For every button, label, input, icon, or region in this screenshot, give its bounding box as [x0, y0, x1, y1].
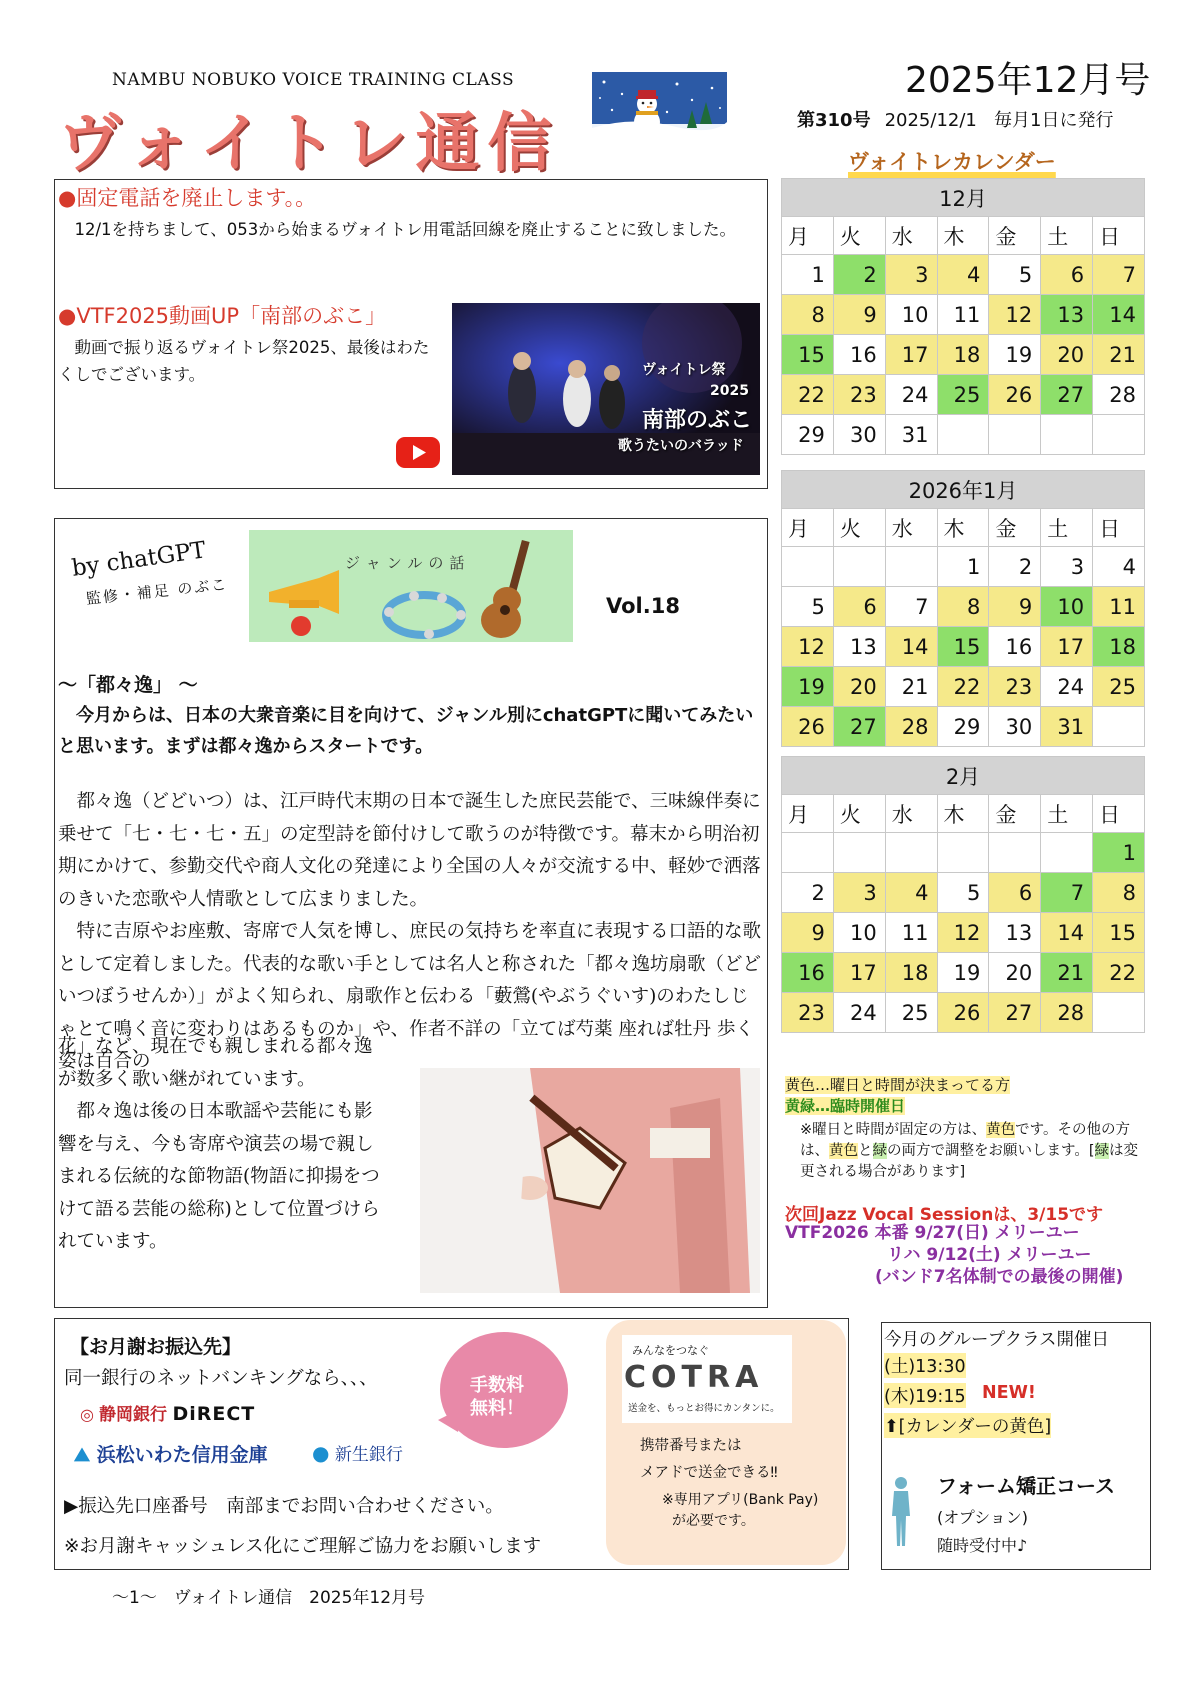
- calendar-day: 8: [782, 295, 834, 335]
- calendar-day: 12: [937, 913, 989, 953]
- notice-text-phone: 12/1を持ちまして、053から始まるヴォイトレ用電話回線を廃止することに致しました。: [74, 220, 737, 239]
- article-paragraph-cont: 花」など、現在でも親しまれる都々逸が数多く歌い継がれています。: [58, 1036, 373, 1090]
- calendar-day: 26: [989, 375, 1041, 415]
- calendar-day: 21: [1041, 953, 1093, 993]
- weekday-label: 土: [1041, 509, 1093, 547]
- vtf-rehearsal: リハ 9/12(土) メリーユー: [887, 1245, 1092, 1265]
- calendar-week: [782, 375, 1145, 415]
- calendar-week: [782, 335, 1145, 375]
- vtf-note: (バンド7名体制での最後の開催): [875, 1267, 1124, 1287]
- calendar-day: 12: [782, 627, 834, 667]
- weekday-label: 水: [885, 795, 937, 833]
- bank-shinsei: [312, 1440, 403, 1465]
- cotra-subtitle: 送金を、もっとお得にカンタンに。: [628, 1403, 780, 1414]
- weekday-label: 月: [782, 217, 834, 255]
- calendar-week: [782, 547, 1145, 587]
- calendar-day: 24: [885, 375, 937, 415]
- youtube-icon[interactable]: [396, 437, 440, 468]
- calendar-day: 27: [989, 993, 1041, 1033]
- calendar-week: [782, 415, 1145, 455]
- calendar-day: 2: [833, 255, 885, 295]
- calendar-day: 17: [833, 953, 885, 993]
- weekday-label: 水: [885, 217, 937, 255]
- calendar-empty-cell: [1041, 415, 1093, 455]
- calendar-january: [781, 470, 1145, 747]
- calendar-december: [781, 178, 1145, 455]
- weekday-label: 火: [833, 509, 885, 547]
- weekday-label: 土: [1041, 795, 1093, 833]
- article-section-title: 〜「都々逸」 〜: [58, 674, 198, 696]
- calendar-day: 16: [782, 953, 834, 993]
- jazz-session-notice: 次回Jazz Vocal Sessionは、3/15です: [785, 1205, 1104, 1225]
- weekday-label: 火: [833, 217, 885, 255]
- calendar-empty-cell: [885, 833, 937, 873]
- group-calendar-note: ⬆[カレンダーの黄色]: [884, 1413, 1051, 1438]
- calendar-day: 11: [1093, 587, 1145, 627]
- calendar-month-title: 12月: [782, 179, 1145, 217]
- calendar-day: 20: [1041, 335, 1093, 375]
- legend-note-text: の両方で調整をお願いします。[: [887, 1143, 1095, 1159]
- notice-heading-phone: ●固定電話を廃止します。。: [58, 186, 317, 210]
- calendar-empty-cell: [782, 547, 834, 587]
- calendar-day: 15: [937, 627, 989, 667]
- instruments-illustration: [249, 530, 573, 642]
- bank-hamamatsu: [74, 1440, 268, 1467]
- group-slot-thursday: (木)19:15: [884, 1383, 966, 1408]
- article-volume: Vol.18: [606, 594, 680, 618]
- calendar-empty-cell: [1041, 833, 1093, 873]
- calendar-day: 5: [937, 873, 989, 913]
- group-class-heading: 今月のグループクラス開催日: [884, 1330, 1110, 1350]
- hamamatsu-bank-icon: ⛰: [74, 1444, 90, 1466]
- kimono-player-illustration: [420, 1068, 760, 1293]
- bank-shinsei-name: 新生銀行: [334, 1445, 403, 1465]
- weekday-label: 月: [782, 509, 834, 547]
- calendar-empty-cell: [937, 833, 989, 873]
- calendar-day: 6: [1041, 255, 1093, 295]
- calendar-day: 4: [1093, 547, 1145, 587]
- issue-date: 2025/12/1: [884, 110, 977, 131]
- payment-cashless-note: ※お月謝キャッシュレス化にご理解ご協力をお願いします: [64, 1536, 542, 1557]
- calendar-day: 17: [885, 335, 937, 375]
- weekday-label: 月: [782, 795, 834, 833]
- weekday-row: [782, 795, 1145, 833]
- calendar-empty-cell: [885, 547, 937, 587]
- calendar-day: 25: [1093, 667, 1145, 707]
- legend-note-green: 緑: [872, 1143, 887, 1159]
- calendar-empty-cell: [937, 415, 989, 455]
- article-paragraph: 都々逸は後の日本歌謡や芸能にも影響を与え、今も寄席や演芸の場で親しまれる伝統的な節物語(物語に抑揚をつけて語る芸能の総称)として位置づけられています。: [58, 1101, 380, 1252]
- weekday-row: [782, 509, 1145, 547]
- calendar-day: 1: [937, 547, 989, 587]
- calendar-day: 21: [1093, 335, 1145, 375]
- calendar-february: [781, 756, 1145, 1033]
- calendar-day: 4: [885, 873, 937, 913]
- new-badge: NEW!: [982, 1383, 1036, 1403]
- issue-schedule: 毎月1日に発行: [994, 110, 1114, 131]
- calendar-day: 28: [885, 707, 937, 747]
- calendar-day: 29: [782, 415, 834, 455]
- calendar-day: 22: [1093, 953, 1145, 993]
- calendar-day: 14: [1041, 913, 1093, 953]
- calendar-day: 13: [833, 627, 885, 667]
- calendar-empty-cell: [833, 833, 885, 873]
- payment-account: ▶振込先口座番号 南部までお問い合わせください。: [64, 1496, 504, 1517]
- cotra-text: メアドで送金できる‼: [640, 1465, 778, 1481]
- calendar-day: 26: [782, 707, 834, 747]
- calendar-day: 13: [989, 913, 1041, 953]
- weekday-label: 日: [1093, 217, 1145, 255]
- calendar-title: ヴォイトレカレンダー: [848, 150, 1056, 174]
- calendar-day: 15: [782, 335, 834, 375]
- calendar-day: 10: [833, 913, 885, 953]
- weekday-label: 水: [885, 509, 937, 547]
- calendar-week: [782, 667, 1145, 707]
- calendar-empty-cell: [1093, 993, 1145, 1033]
- calendar-empty-cell: [833, 547, 885, 587]
- calendar-day: 18: [885, 953, 937, 993]
- calendar-day: 25: [885, 993, 937, 1033]
- video-thumbnail[interactable]: [452, 303, 760, 475]
- legend-note-yellow: 黄色: [829, 1143, 858, 1159]
- weekday-label: 火: [833, 795, 885, 833]
- calendar-day: 20: [989, 953, 1041, 993]
- calendar-empty-cell: [989, 833, 1041, 873]
- legend-note: [800, 1120, 1145, 1183]
- calendar-week: [782, 627, 1145, 667]
- payment-heading: 【お月謝お振込先】: [70, 1336, 242, 1358]
- calendar-month-title: 2月: [782, 757, 1145, 795]
- calendar-day: 30: [833, 415, 885, 455]
- calendar-empty-cell: [1093, 707, 1145, 747]
- cotra-note-line: が必要です。: [672, 1513, 755, 1529]
- weekday-row: [782, 217, 1145, 255]
- calendar-day: 14: [1093, 295, 1145, 335]
- vtf-schedule: [785, 1222, 1145, 1288]
- calendar-day: 6: [989, 873, 1041, 913]
- calendar-day: 9: [833, 295, 885, 335]
- calendar-day: 26: [937, 993, 989, 1033]
- calendar-day: 14: [885, 627, 937, 667]
- calendar-week: [782, 587, 1145, 627]
- calendar-day: 27: [1041, 375, 1093, 415]
- cotra-logo: COTRA: [624, 1360, 764, 1395]
- cotra-text: 携帯番号または: [640, 1438, 742, 1454]
- issue-month: 2025年12月号: [905, 60, 1151, 101]
- shamisen-photo: [420, 1068, 760, 1293]
- weekday-label: 木: [937, 217, 989, 255]
- legend-note-text: ※曜日と時間が固定の方は、: [800, 1122, 987, 1138]
- calendar-empty-cell: [989, 415, 1041, 455]
- article-lead: 今月からは、日本の大衆音楽に目を向けて、ジャンル別にchatGPTに聞いてみたいと思います。まずは都々逸からスタートです。: [58, 705, 754, 757]
- legend-note-text: と: [858, 1143, 873, 1159]
- calendar-day: 8: [1093, 873, 1145, 913]
- notice-heading-video: ●VTF2025動画UP「南部のぶこ」: [58, 304, 387, 328]
- snowman-illustration: [592, 72, 727, 144]
- shizuoka-bank-icon: ◎: [80, 1405, 100, 1424]
- group-slot-saturday: (土)13:30: [884, 1353, 966, 1378]
- calendar-day: 5: [782, 587, 834, 627]
- calendar-week: [782, 833, 1145, 873]
- cotra-tagline: みんなをつなぐ: [632, 1344, 709, 1357]
- legend-note-text: です。その他の方は、: [800, 1122, 1130, 1159]
- video-overlay-name: 南部のぶこ: [642, 408, 753, 433]
- calendar-day: 11: [937, 295, 989, 335]
- weekday-label: 金: [989, 795, 1041, 833]
- calendar-day: 18: [1093, 627, 1145, 667]
- calendar-day: 30: [989, 707, 1041, 747]
- calendar-day: 15: [1093, 913, 1145, 953]
- calendar-day: 20: [833, 667, 885, 707]
- weekday-label: 日: [1093, 509, 1145, 547]
- calendar-day: 29: [937, 707, 989, 747]
- payment-netbanking: 同一銀行のネットバンキングなら、、、: [64, 1368, 378, 1389]
- weekday-label: 木: [937, 509, 989, 547]
- bank-shizuoka-name: 静岡銀行: [99, 1405, 168, 1425]
- article-paragraph: 都々逸（どどいつ）は、江戸時代末期の日本で誕生した庶民芸能で、三味線伴奏に乗せて「七・七・七・五」の定型詩を節付けして歌うのが特徴です。幕末から明治初期にかけて、参勤交代や商人文化の発達により全国の人々が交流する中、軽妙で洒落のきいた恋歌や人情歌として広まりました。: [58, 791, 761, 910]
- article-supervision: 監修・補足 のぶこ: [85, 575, 229, 608]
- calendar-day: 31: [1041, 707, 1093, 747]
- calendar-day: 19: [782, 667, 834, 707]
- calendar-day: 3: [885, 255, 937, 295]
- calendar-day: 2: [782, 873, 834, 913]
- calendar-week: [782, 255, 1145, 295]
- newsletter-title: ヴォイトレ通信: [58, 107, 560, 181]
- calendar-day: 16: [833, 335, 885, 375]
- calendar-day: 12: [989, 295, 1041, 335]
- calendar-day: 22: [782, 375, 834, 415]
- calendar-day: 3: [833, 873, 885, 913]
- cotra-note-line: ※専用アプリ(Bank Pay): [662, 1492, 819, 1508]
- calendar-day: 2: [989, 547, 1041, 587]
- calendar-day: 21: [885, 667, 937, 707]
- issue-number: 第310号: [797, 110, 871, 131]
- calendar-day: 8: [937, 587, 989, 627]
- calendar-day: 28: [1041, 993, 1093, 1033]
- genre-banner: [249, 530, 573, 642]
- fee-free-line: 無料！: [470, 1398, 524, 1419]
- calendar-day: 31: [885, 415, 937, 455]
- article-body-wrapped: [58, 1031, 386, 1259]
- weekday-label: 木: [937, 795, 989, 833]
- calendar-day: 18: [937, 335, 989, 375]
- calendar-week: [782, 993, 1145, 1033]
- calendar-day: 19: [989, 335, 1041, 375]
- calendar-day: 25: [937, 375, 989, 415]
- calendar-month-title: 2026年1月: [782, 471, 1145, 509]
- calendar-day: 4: [937, 255, 989, 295]
- person-figure-icon: [888, 1476, 914, 1548]
- bank-shizuoka: [80, 1400, 255, 1425]
- video-overlay-festival: ヴォイトレ祭: [642, 362, 726, 378]
- calendar-day: 22: [937, 667, 989, 707]
- calendar-day: 23: [989, 667, 1041, 707]
- fee-free-badge: [470, 1374, 524, 1420]
- notice-text-video: 動画で振り返るヴォイトレ祭2025、最後はわたくしでございます。: [58, 338, 430, 384]
- calendar-day: 11: [885, 913, 937, 953]
- bank-shizuoka-direct: DiRECT: [172, 1403, 256, 1425]
- calendar-day: 7: [885, 587, 937, 627]
- legend-green: 黄緑…臨時開催日: [785, 1097, 906, 1115]
- form-course-option: (オプション): [937, 1508, 1029, 1527]
- calendar-week: [782, 707, 1145, 747]
- calendar-week: [782, 295, 1145, 335]
- calendar-day: 17: [1041, 627, 1093, 667]
- calendar-day: 1: [1093, 833, 1145, 873]
- issue-info: [797, 106, 1114, 132]
- fee-free-line: 手数料: [470, 1375, 524, 1396]
- article-paragraph: 特に吉原やお座敷、寄席で人気を博し、庶民の気持ちを率直に表現する口語的な歌として定着しました。代表的な歌い手としては名人と称された「都々逸坊扇歌（どどいつぼうせんか）」がよく知られ、扇歌作と伝わる「藪鶯(やぶうぐいす)のわたしじゃとて鳴く音に変わりはあるものか」や、作者不詳の「立てば芍薬 座れば牡丹 歩く姿は百合の: [58, 921, 762, 1072]
- calendar-day: 23: [782, 993, 834, 1033]
- weekday-label: 金: [989, 217, 1041, 255]
- legend-note-text: は変更される場合があります]: [800, 1143, 1138, 1180]
- calendar-day: 10: [885, 295, 937, 335]
- calendar-empty-cell: [782, 833, 834, 873]
- form-course-status: 随時受付中♪: [937, 1536, 1028, 1555]
- video-overlay-year: 2025: [710, 383, 749, 399]
- legend-note-green: 緑: [1094, 1143, 1109, 1159]
- calendar-day: 13: [1041, 295, 1093, 335]
- calendar-day: 27: [833, 707, 885, 747]
- calendar-day: 3: [1041, 547, 1093, 587]
- bank-hamamatsu-name: 浜松いわた信用金庫: [96, 1444, 268, 1466]
- calendar-day: 28: [1093, 375, 1145, 415]
- article-byline: by chatGPT: [70, 537, 208, 582]
- vtf-main-show: VTF2026 本番 9/27(日) メリーユー: [785, 1223, 1080, 1243]
- calendar-day: 10: [1041, 587, 1093, 627]
- class-name: NAMBU NOBUKO VOICE TRAINING CLASS: [112, 70, 515, 90]
- calendar-day: 7: [1093, 255, 1145, 295]
- form-course-title: フォーム矯正コース: [937, 1474, 1115, 1498]
- weekday-label: 土: [1041, 217, 1093, 255]
- calendar-day: 9: [989, 587, 1041, 627]
- calendar-legend: [785, 1074, 1140, 1116]
- calendar-week: [782, 873, 1145, 913]
- calendar-day: 6: [833, 587, 885, 627]
- calendar-week: [782, 953, 1145, 993]
- legend-note-yellow: 黄色: [986, 1122, 1016, 1138]
- calendar-day: 1: [782, 255, 834, 295]
- calendar-empty-cell: [1093, 415, 1145, 455]
- weekday-label: 金: [989, 509, 1041, 547]
- calendar-day: 5: [989, 255, 1041, 295]
- shinsei-bank-icon: ●: [312, 1441, 330, 1465]
- calendar-day: 24: [833, 993, 885, 1033]
- calendar-day: 19: [937, 953, 989, 993]
- calendar-day: 24: [1041, 667, 1093, 707]
- video-overlay-song: 歌うたいのバラッド: [618, 438, 744, 454]
- page-footer: 〜1〜 ヴォイトレ通信 2025年12月号: [112, 1588, 426, 1608]
- calendar-day: 23: [833, 375, 885, 415]
- cotra-app-note: [662, 1490, 818, 1532]
- calendar-week: [782, 913, 1145, 953]
- calendar-day: 16: [989, 627, 1041, 667]
- legend-yellow: 黄色…曜日と時間が決まってる方: [785, 1076, 1011, 1094]
- calendar-day: 7: [1041, 873, 1093, 913]
- genre-banner-label: ジャンルの話: [345, 554, 471, 572]
- weekday-label: 日: [1093, 795, 1145, 833]
- calendar-day: 9: [782, 913, 834, 953]
